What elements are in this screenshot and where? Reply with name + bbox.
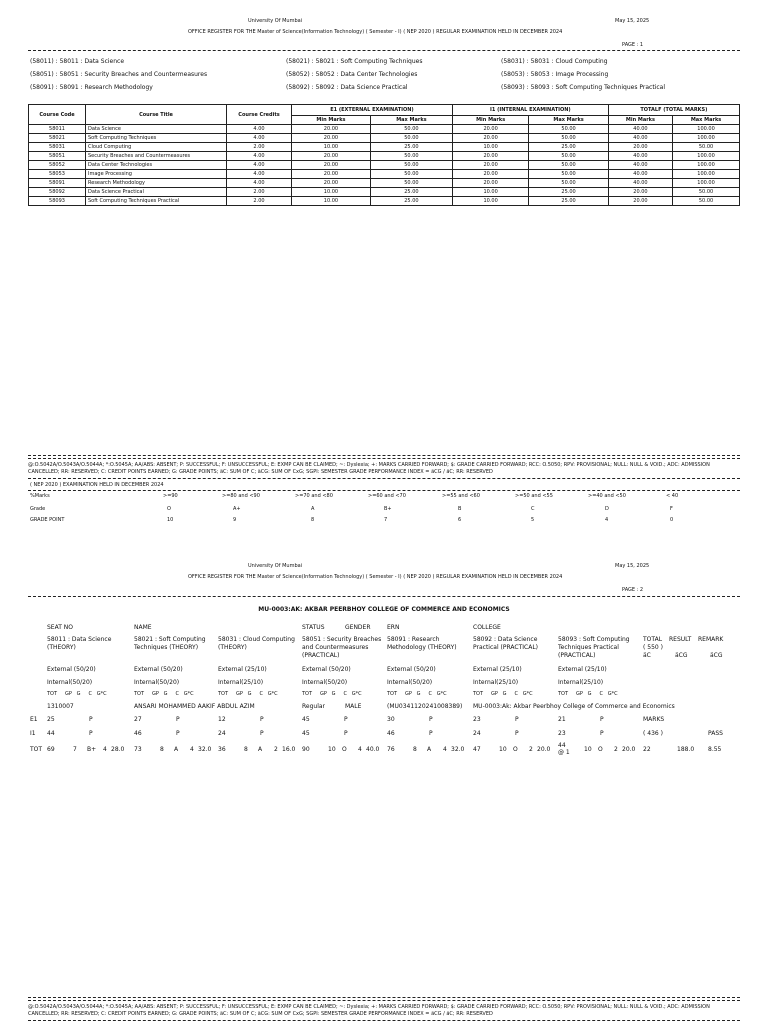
hdr-college: COLLEGE — [473, 624, 501, 631]
table-row — [29, 188, 740, 197]
cell-course-code: 58093 — [29, 197, 86, 206]
hdr-seat-no: SEAT NO — [47, 624, 74, 631]
grade-point: 8 — [311, 517, 315, 523]
grade-point: 0 — [670, 517, 674, 523]
grade-point: 6 — [458, 517, 462, 523]
row-label-i1: I1 — [30, 730, 36, 737]
i1-status: P — [429, 730, 433, 737]
credit-points: 32.0 — [451, 746, 465, 753]
cell-course-code: 58051 — [29, 152, 86, 161]
dashed-divider — [28, 478, 740, 479]
grade-range: >=60 and <70 — [368, 493, 406, 499]
i1-marks: 24 — [473, 730, 481, 737]
cell-value: 50.00 — [370, 170, 452, 179]
grade-points: 8 — [413, 746, 417, 753]
grade-point: 10 — [167, 517, 174, 523]
credit-points: 16.0 — [282, 746, 296, 753]
credit-points: 40.0 — [366, 746, 380, 753]
cell-course-code: 58092 — [29, 188, 86, 197]
cell-value: 50.00 — [370, 152, 452, 161]
cell-value: 40.00 — [608, 170, 672, 179]
cell-value: 20.00 — [452, 152, 528, 161]
subject-heading: 58092 : Data Science Practical (PRACTICAL) — [473, 636, 539, 651]
grade-row-label: GRADE POINT — [30, 517, 65, 523]
credits: 2 — [274, 746, 278, 753]
credit-points: 20.0 — [622, 746, 636, 753]
cell-value: 50.00 — [370, 179, 452, 188]
table-row — [29, 179, 740, 188]
internal-scheme: Internal(25/10) — [473, 679, 519, 686]
cell-course-title: Data Science Practical — [86, 188, 227, 197]
table-row — [29, 197, 740, 206]
course-table — [28, 104, 740, 206]
table-row — [29, 143, 740, 152]
cell-value: 50.00 — [529, 125, 608, 134]
grade-point: 9 — [233, 517, 237, 523]
e1-marks: 23 — [473, 716, 481, 723]
i1-status: P — [260, 730, 264, 737]
e1-marks: 45 — [302, 716, 310, 723]
cell-value: 50.00 — [673, 188, 740, 197]
col-max-marks: Max Marks — [370, 116, 452, 125]
credits: 2 — [614, 746, 618, 753]
cell-value: 100.00 — [673, 125, 740, 134]
cell-course-title: Data Science — [86, 125, 227, 134]
subject-item: (58031) : 58031 : Cloud Computing — [501, 58, 608, 65]
office-register-title: OFFICE REGISTER FOR THE Master of Science(Information Technology) ( Semester - I) ( NEP 2020 ) REGULAR EXAMINATION HELD IN DECEMBER 2024 — [188, 574, 563, 580]
grade-letter: B — [458, 506, 462, 512]
grade-letter: D — [605, 506, 609, 512]
page-number: PAGE : 1 — [622, 42, 644, 48]
cell-value: 100.00 — [673, 179, 740, 188]
grade-range: < 40 — [666, 493, 679, 499]
credits: 4 — [358, 746, 362, 753]
cell-course-code: 58091 — [29, 179, 86, 188]
grade-points: 10 — [328, 746, 336, 753]
tot-marks: 76 — [387, 746, 395, 753]
sgpi-value: 8.55 — [708, 746, 722, 753]
university-name: University Of Mumbai — [248, 563, 303, 569]
grade-point: 4 — [605, 517, 609, 523]
internal-scheme: Internal(50/20) — [47, 679, 93, 686]
cell-value: 20.00 — [608, 188, 672, 197]
subject-heading: 58091 : Research Methodology (THEORY) — [387, 636, 457, 651]
cell-course-title: Security Breaches and Countermeasures — [86, 152, 227, 161]
cell-value: 20.00 — [292, 125, 371, 134]
dashed-divider — [28, 490, 740, 491]
cell-value: 20.00 — [292, 179, 371, 188]
cell-value: 40.00 — [608, 152, 672, 161]
tot-marks: 47 — [473, 746, 481, 753]
grade-points: 10 — [499, 746, 507, 753]
col-i1: I1 (INTERNAL EXAMINATION) — [452, 105, 608, 116]
cell-value: 20.00 — [452, 179, 528, 188]
grand-total-marks: ( 436 ) — [643, 730, 663, 737]
credits: 4 — [103, 746, 107, 753]
e1-status: P — [176, 716, 180, 723]
dashed-divider — [28, 1000, 740, 1001]
grade: O — [513, 746, 518, 753]
cell-course-code: 58052 — [29, 161, 86, 170]
e1-status: P — [600, 716, 604, 723]
i1-status: P — [344, 730, 348, 737]
cell-course-title: Soft Computing Techniques — [86, 134, 227, 143]
col-course-code: Course Code — [29, 105, 86, 125]
e1-marks: 30 — [387, 716, 395, 723]
row-label-tot: TOT — [30, 746, 43, 753]
cell-value: 4.00 — [227, 170, 292, 179]
cell-value: 20.00 — [608, 197, 672, 206]
student-college: MU-0003:Ak: Akbar Peerbhoy College of Commerce and Economics — [473, 703, 675, 710]
tot-gp-g-c-gc-header: TOT GP G C G*C — [387, 691, 447, 697]
credits: 4 — [443, 746, 447, 753]
dashed-divider — [28, 455, 740, 456]
hdr-total-max: ( 550 ) — [643, 644, 663, 651]
nep-exam-line: ( NEP 2020 ) EXAMINATION HELD IN DECEMBER 2024 — [30, 482, 164, 488]
hdr-sum-c: äC — [643, 652, 651, 659]
tot-gp-g-c-gc-header: TOT GP G C G*C — [473, 691, 533, 697]
cell-value: 20.00 — [292, 161, 371, 170]
tot-marks: 73 — [134, 746, 142, 753]
col-course-credits: Course Credits — [227, 105, 292, 125]
cell-course-title: Data Center Technologies — [86, 161, 227, 170]
subject-item: (58093) : 58093 : Soft Computing Techniques Practical — [501, 84, 665, 91]
external-scheme: External (50/20) — [47, 666, 96, 673]
cell-value: 10.00 — [292, 143, 371, 152]
cell-value: 50.00 — [529, 179, 608, 188]
legend-text: @:O.5042A/O.5043A/O.5044A; *:O.5045A; AA/ABS: ABSENT; P: SUCCESSFUL; F: UNSUCCESSFUL; E: EXMP CAN BE CLAIMED; ~: Dyslexia; +: MARKS CARRIED FORWARD; $: GRADE CARRIED FORWARD; RCC: O.5050; RPV: PROVISIONAL; NULL: NULL & VOID.; ADC: ADMISSION CANCELLED; RR: RESERVED; C: CREDIT POINTS EARNED; G: GRADE POINTS; äC: SUM OF C; äCG: SUM OF CxG; SGPI: SEMESTER GRADE PERFORMANCE INDEX = äCG / äC; RR: RESERVED — [28, 1004, 710, 1017]
credit-points: 28.0 — [111, 746, 125, 753]
cell-value: 40.00 — [608, 179, 672, 188]
table-row — [29, 170, 740, 179]
cell-value: 4.00 — [227, 152, 292, 161]
dashed-divider — [28, 596, 740, 597]
grade-range: >=50 and <55 — [515, 493, 553, 499]
cell-course-title: Image Processing — [86, 170, 227, 179]
external-scheme: External (50/20) — [302, 666, 351, 673]
col-min-marks: Min Marks — [608, 116, 672, 125]
subject-item: (58052) : 58052 : Data Center Technologies — [286, 71, 418, 78]
credit-points: 20.0 — [537, 746, 551, 753]
i1-marks: 23 — [558, 730, 566, 737]
grade-range: >=40 and <50 — [588, 493, 626, 499]
internal-scheme: Internal(50/20) — [134, 679, 180, 686]
credits: 2 — [529, 746, 533, 753]
grade: A — [258, 746, 263, 753]
cell-value: 2.00 — [227, 143, 292, 152]
grade-letter: A+ — [233, 506, 241, 512]
credits: 4 — [190, 746, 194, 753]
cell-course-code: 58031 — [29, 143, 86, 152]
cell-value: 100.00 — [673, 170, 740, 179]
cell-value: 40.00 — [608, 161, 672, 170]
table-row — [29, 134, 740, 143]
dashed-divider — [28, 1020, 740, 1021]
dashed-divider — [28, 50, 740, 51]
grade-point: 7 — [384, 517, 388, 523]
hdr-sum-cg: äCG — [675, 652, 688, 659]
col-min-marks: Min Marks — [452, 116, 528, 125]
e1-status: P — [89, 716, 93, 723]
office-register-title: OFFICE REGISTER FOR THE Master of Science(Information Technology) ( Semester - I) ( NEP 2020 ) REGULAR EXAMINATION HELD IN DECEMBER 2024 — [188, 29, 563, 35]
tot-marks: 90 — [302, 746, 310, 753]
cell-course-title: Cloud Computing — [86, 143, 227, 152]
cell-value: 50.00 — [673, 143, 740, 152]
col-max-marks: Max Marks — [529, 116, 608, 125]
grade: B+ — [87, 746, 97, 753]
tot-gp-g-c-gc-header: TOT GP G C G*C — [558, 691, 618, 697]
page-number: PAGE : 2 — [622, 587, 644, 593]
i1-marks: 24 — [218, 730, 226, 737]
subject-item: (58091) : 58091 : Research Methodology — [30, 84, 153, 91]
table-row — [29, 152, 740, 161]
cell-value: 50.00 — [529, 134, 608, 143]
report-date: May 15, 2025 — [615, 18, 650, 24]
cell-value: 20.00 — [292, 170, 371, 179]
grade: A — [174, 746, 179, 753]
grade-row-label: %Marks — [30, 493, 50, 499]
student-seat-no: 1310007 — [47, 703, 74, 710]
cell-value: 25.00 — [370, 197, 452, 206]
grade: O — [342, 746, 347, 753]
hdr-gender: GENDER — [345, 624, 371, 631]
subject-item: (58092) : 58092 : Data Science Practical — [286, 84, 408, 91]
subject-item: (58053) : 58053 : Image Processing — [501, 71, 609, 78]
university-name: University Of Mumbai — [248, 18, 303, 24]
legend-text: @:O.5042A/O.5043A/O.5044A; *:O.5045A; AA/ABS: ABSENT; P: SUCCESSFUL; F: UNSUCCESSFUL; E: EXMP CAN BE CLAIMED; ~: Dyslexia; +: MARKS CARRIED FORWARD; $: GRADE CARRIED FORWARD; RCC: O.5050; RPV: PROVISIONAL; NULL: NULL & VOID.; ADC: ADMISSION CANCELLED; RR: RESERVED; C: CREDIT POINTS EARNED; G: GRADE POINTS; äC: SUM OF C; äCG: SUM OF CxG; SGPI: SEMESTER GRADE PERFORMANCE INDEX = äCG / äC; RR: RESERVED — [28, 462, 710, 475]
external-scheme: External (25/10) — [558, 666, 607, 673]
cell-value: 4.00 — [227, 134, 292, 143]
hdr-name: NAME — [134, 624, 152, 631]
cell-value: 25.00 — [529, 143, 608, 152]
internal-scheme: Internal(25/10) — [558, 679, 604, 686]
internal-scheme: Internal(50/20) — [387, 679, 433, 686]
cell-value: 20.00 — [608, 143, 672, 152]
hdr-total: TOTAL — [643, 636, 663, 643]
external-scheme: External (25/10) — [218, 666, 267, 673]
student-status: Regular — [302, 703, 326, 710]
cell-course-code: 58053 — [29, 170, 86, 179]
cell-value: 50.00 — [529, 161, 608, 170]
grade-letter: O — [167, 506, 171, 512]
external-scheme: External (50/20) — [387, 666, 436, 673]
cell-value: 4.00 — [227, 161, 292, 170]
tot-marks: 44 @ 1 — [558, 742, 570, 756]
cell-value: 4.00 — [227, 125, 292, 134]
cell-value: 40.00 — [608, 125, 672, 134]
grade-points: 10 — [584, 746, 592, 753]
e1-status: P — [344, 716, 348, 723]
cell-value: 25.00 — [529, 197, 608, 206]
e1-status: P — [429, 716, 433, 723]
tot-gp-g-c-gc-header: TOT GP G C G*C — [302, 691, 362, 697]
cell-value: 20.00 — [452, 134, 528, 143]
grade-range: >=70 and <80 — [295, 493, 333, 499]
cell-course-title: Soft Computing Techniques Practical — [86, 197, 227, 206]
student-gender: MALE — [345, 703, 362, 710]
tot-marks: 36 — [218, 746, 226, 753]
i1-status: P — [176, 730, 180, 737]
subject-heading: 58093 : Soft Computing Techniques Practical (PRACTICAL) — [558, 636, 630, 659]
table-row — [29, 125, 740, 134]
marks-label: MARKS — [643, 716, 665, 723]
cell-value: 50.00 — [673, 197, 740, 206]
cell-value: 10.00 — [452, 197, 528, 206]
cell-value: 25.00 — [370, 188, 452, 197]
i1-marks: 46 — [134, 730, 142, 737]
cell-value: 25.00 — [529, 188, 608, 197]
credit-points: 32.0 — [198, 746, 212, 753]
cell-value: 2.00 — [227, 197, 292, 206]
cell-value: 10.00 — [292, 197, 371, 206]
tot-gp-g-c-gc-header: TOT GP G C G*C — [134, 691, 194, 697]
dashed-divider — [28, 458, 740, 459]
cell-value: 25.00 — [370, 143, 452, 152]
e1-marks: 25 — [47, 716, 55, 723]
cell-course-title: Research Methodology — [86, 179, 227, 188]
cell-value: 50.00 — [370, 134, 452, 143]
cell-value: 10.00 — [452, 143, 528, 152]
cell-value: 50.00 — [529, 170, 608, 179]
i1-marks: 45 — [302, 730, 310, 737]
col-e1: E1 (EXTERNAL EXAMINATION) — [292, 105, 453, 116]
e1-marks: 27 — [134, 716, 142, 723]
table-row — [29, 161, 740, 170]
cell-value: 50.00 — [370, 161, 452, 170]
hdr-ern: ERN — [387, 624, 400, 631]
grade-points: 7 — [73, 746, 77, 753]
col-total: TOTALF (TOTAL MARKS) — [608, 105, 739, 116]
subject-heading: 58021 : Soft Computing Techniques (THEORY) — [134, 636, 206, 651]
cell-value: 50.00 — [370, 125, 452, 134]
cell-value: 4.00 — [227, 179, 292, 188]
cell-value: 50.00 — [529, 152, 608, 161]
internal-scheme: Internal(25/10) — [218, 679, 264, 686]
cell-value: 100.00 — [673, 134, 740, 143]
cell-value: 100.00 — [673, 161, 740, 170]
college-title: MU-0003:AK: AKBAR PEERBHOY COLLEGE OF COMMERCE AND ECONOMICS — [258, 606, 510, 613]
cell-value: 2.00 — [227, 188, 292, 197]
student-name: ANSARI MOHAMMED AAKIF ABDUL AZIM — [134, 703, 255, 710]
grade-point: 5 — [531, 517, 535, 523]
sum-credit-points: 188.0 — [677, 746, 695, 753]
subject-item: (58051) : 58051 : Security Breaches and Countermeasures — [30, 71, 208, 78]
tot-gp-g-c-gc-header: TOT GP G C G*C — [218, 691, 278, 697]
i1-status: P — [89, 730, 93, 737]
subject-heading: 58011 : Data Science (THEORY) — [47, 636, 112, 651]
hdr-remark: REMARK — [698, 636, 724, 643]
hdr-sum-cg: äCG — [710, 652, 723, 659]
cell-value: 20.00 — [452, 161, 528, 170]
grade-range: >=55 and <60 — [442, 493, 480, 499]
subject-item: (58011) : 58011 : Data Science — [30, 58, 125, 65]
col-min-marks: Min Marks — [292, 116, 371, 125]
cell-value: 100.00 — [673, 152, 740, 161]
cell-value: 20.00 — [292, 152, 371, 161]
e1-marks: 21 — [558, 716, 566, 723]
cell-value: 40.00 — [608, 134, 672, 143]
cell-value: 10.00 — [452, 188, 528, 197]
e1-marks: 12 — [218, 716, 226, 723]
i1-marks: 44 — [47, 730, 55, 737]
cell-value: 20.00 — [452, 125, 528, 134]
col-max-marks: Max Marks — [673, 116, 740, 125]
result-pass: PASS — [708, 730, 723, 737]
dashed-divider — [28, 997, 740, 998]
student-ern: (MU0341120241008389) — [387, 703, 463, 710]
grade: A — [427, 746, 432, 753]
external-scheme: External (50/20) — [134, 666, 183, 673]
tot-gp-g-c-gc-header: TOT GP G C G*C — [47, 691, 107, 697]
cell-value: 20.00 — [292, 134, 371, 143]
grade-letter: A — [311, 506, 315, 512]
col-course-title: Course Title — [86, 105, 227, 125]
grade-points: 8 — [244, 746, 248, 753]
e1-status: P — [515, 716, 519, 723]
hdr-status: STATUS — [302, 624, 325, 631]
cell-value: 10.00 — [292, 188, 371, 197]
subject-heading: 58051 : Security Breaches and Countermeasures (PRACTICAL) — [302, 636, 382, 659]
subject-heading: 58031 : Cloud Computing (THEORY) — [218, 636, 295, 651]
subject-item: (58021) : 58021 : Soft Computing Techniques — [286, 58, 423, 65]
row-label-e1: E1 — [30, 716, 38, 723]
cell-course-code: 58011 — [29, 125, 86, 134]
sum-credits: 22 — [643, 746, 651, 753]
grade-row-label: Grade — [30, 506, 46, 512]
tot-marks: 69 — [47, 746, 55, 753]
grade-letter: C — [531, 506, 535, 512]
report-date: May 15, 2025 — [615, 563, 650, 569]
i1-status: P — [600, 730, 604, 737]
internal-scheme: Internal(50/20) — [302, 679, 348, 686]
i1-status: P — [515, 730, 519, 737]
e1-status: P — [260, 716, 264, 723]
grade-letter: F — [670, 506, 673, 512]
grade-range: >=80 and <90 — [222, 493, 260, 499]
hdr-result: RESULT — [669, 636, 692, 643]
i1-marks: 46 — [387, 730, 395, 737]
grade: O — [598, 746, 603, 753]
cell-course-code: 58021 — [29, 134, 86, 143]
cell-value: 20.00 — [452, 170, 528, 179]
grade-range: >=90 — [163, 493, 178, 499]
external-scheme: External (25/10) — [473, 666, 522, 673]
grade-points: 8 — [160, 746, 164, 753]
grade-letter: B+ — [384, 506, 392, 512]
